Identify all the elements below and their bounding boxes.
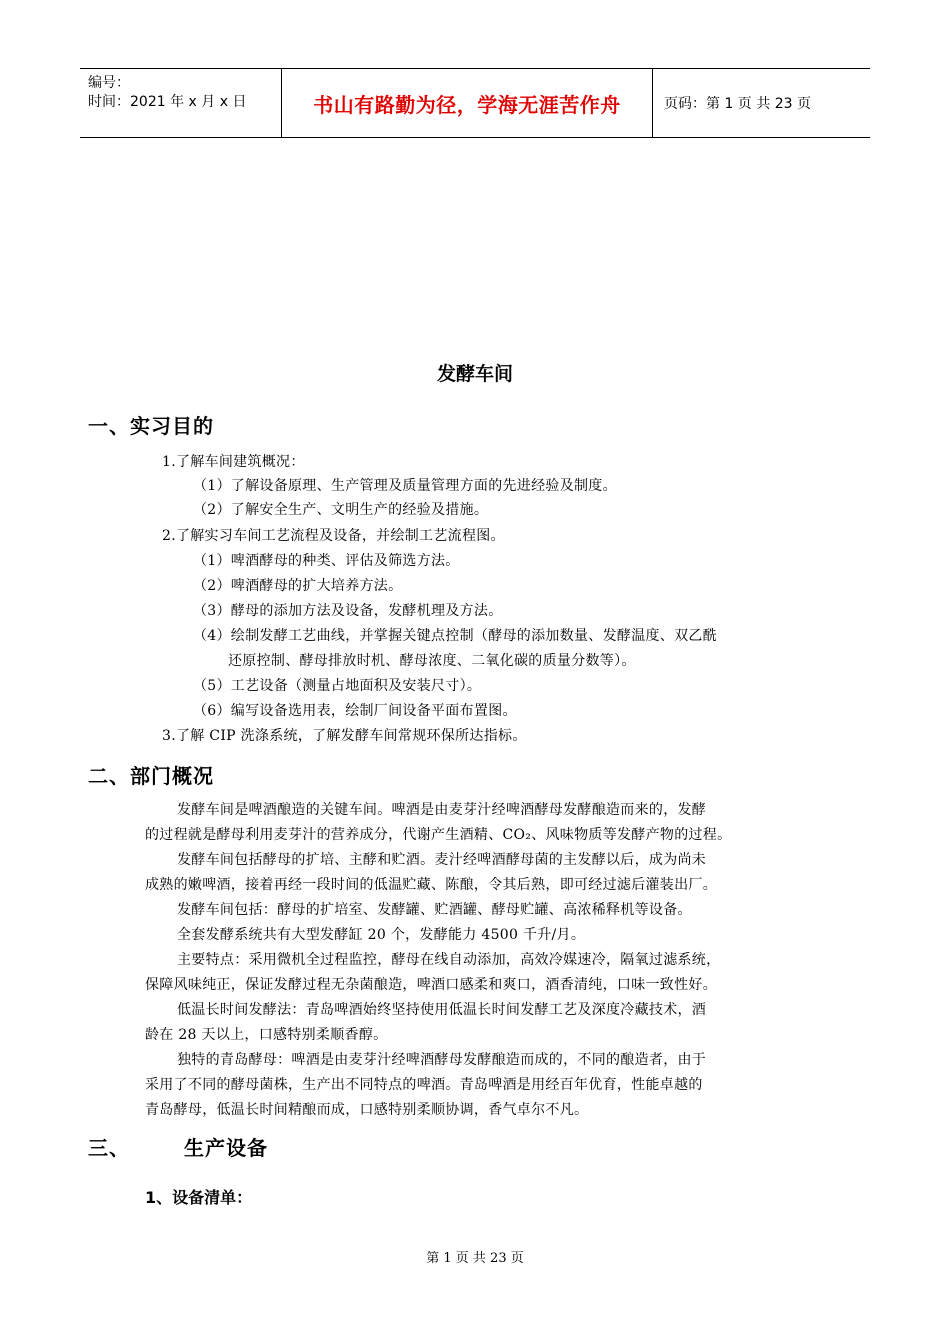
date-label: 时间：2021 年 x 月 x 日: [88, 94, 247, 110]
header-meta: [80, 69, 282, 137]
s1-line: （5）工艺设备（测量占地面积及安装尺寸）。: [193, 678, 482, 694]
subheading-equipment-list: 1、设备清单：: [145, 1188, 253, 1207]
s2-line: 发酵车间包括：酵母的扩培室、发酵罐、贮酒罐、酵母贮罐、高浓稀释机等设备。: [177, 902, 692, 918]
page-header: [80, 68, 870, 138]
section-heading-2: 二、部门概况: [88, 764, 214, 788]
doc-title: 发酵车间: [436, 363, 513, 385]
s2-line: 独特的青岛酵母：啤酒是由麦芽汁经啤酒酵母发酵酿造而成的，不同的酿造者，由于: [177, 1052, 707, 1068]
s1-line: （3）酵母的添加方法及设备，发酵机理及方法。: [193, 603, 503, 619]
section-heading-3: [88, 1132, 268, 1161]
header-motto: 书山有路勤为径，学海无涯苦作舟: [282, 69, 653, 137]
s1-line: （4）绘制发酵工艺曲线，并掌握关键点控制（酵母的添加数量、发酵温度、双乙酰: [193, 628, 718, 644]
s2-line: 低温长时间发酵法：青岛啤酒始终坚持使用低温长时间发酵工艺及深度冷藏技术，酒: [177, 1002, 707, 1018]
section-heading-1: 一、实习目的: [88, 414, 214, 438]
number-label: 编号：: [88, 75, 130, 91]
s2-line: 青岛酵母，低温长时间精酿而成，口感特别柔顺协调，香气卓尔不凡。: [145, 1102, 589, 1118]
section-3-number: 三、: [88, 1136, 130, 1160]
s2-line: 全套发酵系统共有大型发酵缸 20 个，发酵能力 4500 千升/月。: [177, 927, 586, 943]
s1-line: （2）啤酒酵母的扩大培养方法。: [193, 578, 403, 594]
s2-line: 成熟的嫩啤酒，接着再经一段时间的低温贮藏、陈酿，令其后熟，即可经过滤后灌装出厂。: [145, 877, 717, 893]
s2-line: 龄在 28 天以上，口感特别柔顺香醇。: [145, 1027, 388, 1043]
s1-line: （2）了解安全生产、文明生产的经验及措施。: [193, 502, 489, 518]
s1-line: 还原控制、酵母排放时机、酵母浓度、二氧化碳的质量分数等）。: [228, 653, 636, 669]
s1-line: （1）啤酒酵母的种类、评估及筛选方法。: [193, 553, 460, 569]
s1-line: 1.了解车间建筑概况：: [162, 454, 305, 470]
s1-line: （1）了解设备原理、生产管理及质量管理方面的先进经验及制度。: [193, 478, 617, 494]
section-3-title: 生产设备: [184, 1136, 268, 1160]
s2-line: 主要特点：采用微机全过程监控，酵母在线自动添加，高效冷媒速冷，隔氧过滤系统，: [177, 952, 721, 968]
s2-line: 的过程就是酵母利用麦芽汁的营养成分，代谢产生酒精、CO₂、风味物质等发酵产物的过程。: [145, 827, 732, 843]
header-page-info: 页码：第 1 页 共 23 页: [664, 96, 811, 112]
s1-line: （6）编写设备选用表，绘制厂间设备平面布置图。: [193, 703, 517, 719]
s2-line: 采用了不同的酵母菌株，生产出不同特点的啤酒。青岛啤酒是用经百年优育，性能卓越的: [145, 1077, 703, 1093]
s2-line: 发酵车间是啤酒酿造的关键车间。啤酒是由麦芽汁经啤酒酵母发酵酿造而来的，发酵: [177, 802, 707, 818]
s2-line: 保障风味纯正，保证发酵过程无杂菌酿造，啤酒口感柔和爽口，酒香清纯，口味一致性好。: [145, 977, 717, 993]
s1-line: 3.了解 CIP 洗涤系统，了解发酵车间常规环保所达指标。: [162, 728, 527, 744]
s1-line: 2.了解实习车间工艺流程及设备，并绘制工艺流程图。: [162, 528, 505, 544]
s2-line: 发酵车间包括酵母的扩培、主酵和贮酒。麦汁经啤酒酵母菌的主发酵以后，成为尚未: [177, 852, 707, 868]
page-footer: 第 1 页 共 23 页: [426, 1251, 524, 1266]
